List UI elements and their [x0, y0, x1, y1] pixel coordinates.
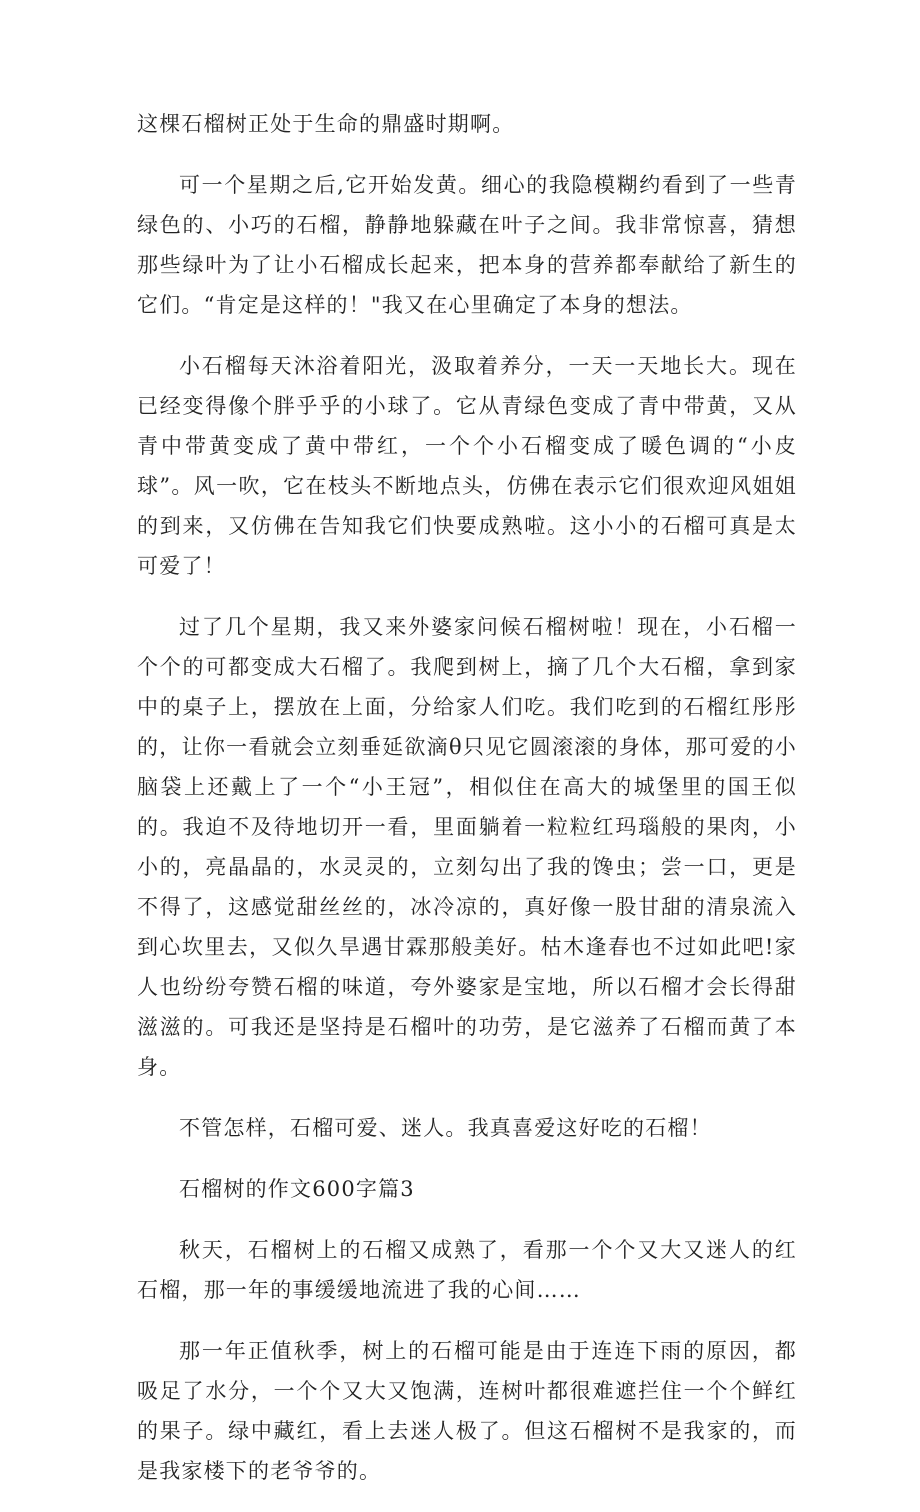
- paragraph: 可一个星期之后,它开始发黄。细心的我隐模糊约看到了一些青绿色的、小巧的石榴，静静地躲藏在叶子之间。我非常惊喜，猜想那些绿叶为了让小石榴成长起来，把本身的营养都奉献给了新生的它们。“肯定是这样的！"我又在心里确定了本身的想法。: [137, 173, 797, 317]
- paragraph-continuation: 这棵石榴树正处于生命的鼎盛时期啊。: [137, 112, 515, 136]
- paragraph: 小石榴每天沐浴着阳光，汲取着养分，一天一天地长大。现在已经变得像个胖乎乎的小球了。它从青绿色变成了青中带黄，又从青中带黄变成了黄中带红，一个个小石榴变成了暖色调的“小皮球”。风一吹，它在枝头不断地点头，仿佛在表示它们很欢迎风姐姐的到来，又仿佛在告知我它们快要成熟啦。这小小的石榴可真是太可爱了！: [137, 354, 797, 578]
- paragraph: 那一年正值秋季，树上的石榴可能是由于连连下雨的原因，都吸足了水分，一个个又大又饱满，连树叶都很难遮拦住一个个鲜红的果子。绿中藏红，看上去迷人极了。但这石榴树不是我家的，而是我家楼下的老爷爷的。: [137, 1339, 797, 1483]
- paragraph: 过了几个星期，我又来外婆家问候石榴树啦！现在，小石榴一个个的可都变成大石榴了。我爬到树上，摘了几个大石榴，拿到家中的桌子上，摆放在上面，分给家人们吃。我们吃到的石榴红彤彤的，让你一看就会立刻垂延欲滴θ只见它圆滚滚的身体，那可爱的小脑袋上还戴上了一个“小王冠”，相似住在高大的城堡里的国王似的。我迫不及待地切开一看，里面躺着一粒粒红玛瑙般的果肉，小小的，亮晶晶的，水灵灵的，立刻勾出了我的馋虫；尝一口，更是不得了，这感觉甜丝丝的，冰冷凉的，真好像一股甘甜的清泉流入到心坎里去，又似久旱遇甘霖那般美好。枯木逢春也不过如此吧!家人也纷纷夸赞石榴的味道，夸外婆家是宝地，所以石榴才会长得甜滋滋的。可我还是坚持是石榴叶的功劳，是它滋养了石榴而黄了本身。: [137, 615, 797, 1079]
- paragraph: 不管怎样，石榴可爱、迷人。我真喜爱这好吃的石榴！: [179, 1116, 712, 1140]
- section-title: 石榴树的作文600字篇3: [179, 1177, 415, 1201]
- paragraph: 秋天，石榴树上的石榴又成熟了，看那一个个又大又迷人的红石榴，那一年的事缓缓地流进了我的心间……: [137, 1238, 797, 1302]
